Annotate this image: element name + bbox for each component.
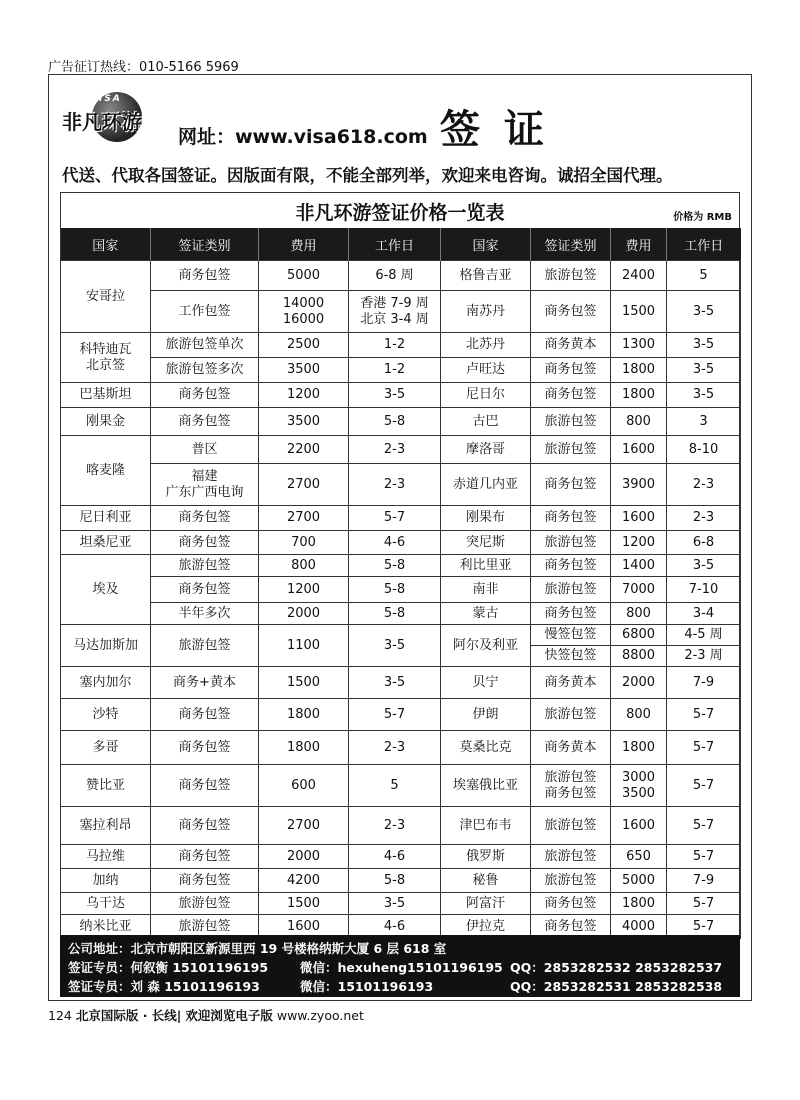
- cell-fee: 1500: [611, 291, 667, 333]
- cell-fee: 5000: [259, 261, 349, 291]
- cell-days: 6-8 周: [349, 261, 441, 291]
- cell-fee: 2200: [259, 436, 349, 464]
- cell-fee: 2000: [259, 845, 349, 869]
- table-row: [61, 506, 741, 531]
- cell-country: 伊拉克: [441, 915, 531, 939]
- cell-fee: 4200: [259, 869, 349, 893]
- wechat-2: 微信：15101196193: [300, 979, 434, 994]
- contact-footer: [60, 935, 740, 997]
- cell-days: 3-5: [349, 667, 441, 699]
- fee-line: 3000: [621, 769, 656, 785]
- table-header-row: [61, 228, 741, 261]
- cell-type: 商务包签: [531, 291, 611, 333]
- cell-type: 商务包签: [531, 383, 611, 408]
- cell-days: 4-5 周: [667, 625, 741, 646]
- cell-days: 2-3: [349, 731, 441, 765]
- cell-days: 5-8: [349, 577, 441, 603]
- cell-days: 2-3: [349, 807, 441, 845]
- cell-days: 5-8: [349, 603, 441, 625]
- header-days: 工作日: [349, 228, 441, 261]
- cell-type: 旅游包签: [531, 869, 611, 893]
- cell-days: 5-7: [667, 699, 741, 731]
- cell-country: 刚果布: [441, 506, 531, 531]
- table-row: [61, 436, 741, 464]
- cell-days: 5-7: [667, 845, 741, 869]
- cell-country: 刚果金: [61, 408, 151, 436]
- cell-days: 5-8: [349, 869, 441, 893]
- brand-logo: [62, 92, 158, 142]
- cell-country: 加纳: [61, 869, 151, 893]
- cell-type: 普区: [151, 436, 259, 464]
- cell-days: 3-5: [667, 555, 741, 577]
- cell-country: 马拉维: [61, 845, 151, 869]
- cell-type: 快签包签: [531, 646, 611, 667]
- cell-type: 商务黄本: [531, 667, 611, 699]
- cell-country: 莫桑比克: [441, 731, 531, 765]
- cell-country: 埃塞俄比亚: [441, 765, 531, 807]
- cell-fee: 2700: [259, 506, 349, 531]
- cell-type: 商务包签: [531, 915, 611, 939]
- visa-price-table: [60, 228, 741, 939]
- ad-hotline: 广告征订热线：010-5166 5969: [48, 60, 239, 75]
- table-row: [61, 893, 741, 915]
- cell-days: 7-9: [667, 869, 741, 893]
- cell-fee: 6800: [611, 625, 667, 646]
- table-row: [61, 464, 741, 506]
- cell-country: 利比里亚: [441, 555, 531, 577]
- country-line: 科特迪瓦: [79, 341, 132, 357]
- cell-type: 工作包签: [151, 291, 259, 333]
- page-footer: [48, 1006, 364, 1024]
- cell-country: 多哥: [61, 731, 151, 765]
- cell-days: 3-5: [667, 383, 741, 408]
- cell-type: 商务包签: [531, 603, 611, 625]
- agent-line-1: [68, 958, 730, 977]
- cell-country: 格鲁吉亚: [441, 261, 531, 291]
- cell-fee: 2400: [611, 261, 667, 291]
- fee-line: 16000: [282, 311, 325, 327]
- table-row: [61, 731, 741, 765]
- cell-fee: 800: [611, 603, 667, 625]
- cell-days: 5: [667, 261, 741, 291]
- header-fee: 费用: [259, 228, 349, 261]
- cell-fee: 2000: [611, 667, 667, 699]
- cell-type: 商务包签: [151, 383, 259, 408]
- cell-fee: 1400: [611, 555, 667, 577]
- cell-fee: 4000: [611, 915, 667, 939]
- cell-type: 旅游包签: [531, 436, 611, 464]
- cell-country: 喀麦隆: [61, 436, 151, 506]
- cell-days: 1-2: [349, 333, 441, 358]
- cell-fee: 700: [259, 531, 349, 555]
- table-row: [61, 765, 741, 807]
- cell-country: 古巴: [441, 408, 531, 436]
- cell-days: 5: [349, 765, 441, 807]
- cell-fee: 3500: [259, 358, 349, 383]
- cell-country: 伊朗: [441, 699, 531, 731]
- cell-days: 4-6: [349, 531, 441, 555]
- cell-days: 4-6: [349, 915, 441, 939]
- cell-type: 商务包签: [151, 506, 259, 531]
- cell-type: 旅游包签: [531, 261, 611, 291]
- qq-1: QQ：2853282532 2853282537: [510, 960, 723, 975]
- qq-2: QQ：2853282531 2853282538: [510, 979, 723, 994]
- cell-fee: [611, 765, 667, 807]
- cell-days: 2-3: [667, 506, 741, 531]
- cell-country: 摩洛哥: [441, 436, 531, 464]
- agent-1: 签证专员：何叙衡 15101196195: [68, 960, 269, 975]
- cell-fee: 1200: [259, 383, 349, 408]
- cell-fee: [259, 291, 349, 333]
- header-fee: 费用: [611, 228, 667, 261]
- cell-country: 安哥拉: [61, 261, 151, 333]
- cell-country: 津巴布韦: [441, 807, 531, 845]
- cell-days: 5-7: [667, 807, 741, 845]
- cell-fee: 1200: [611, 531, 667, 555]
- cell-type: 商务包签: [151, 731, 259, 765]
- cell-fee: 8800: [611, 646, 667, 667]
- cell-fee: 2700: [259, 464, 349, 506]
- days-line: 香港 7-9 周: [360, 295, 429, 311]
- cell-type: 商务包签: [531, 358, 611, 383]
- logo-visa-text: VISA: [90, 94, 122, 104]
- cell-type: 旅游包签多次: [151, 358, 259, 383]
- cell-country: 北苏丹: [441, 333, 531, 358]
- cell-type: 旅游包签: [531, 531, 611, 555]
- table-row: [61, 625, 741, 646]
- site-link[interactable]: www.zyoo.net: [276, 1008, 364, 1023]
- header-type: 签证类别: [531, 228, 611, 261]
- cell-fee: 1600: [259, 915, 349, 939]
- cell-days: 5-7: [667, 731, 741, 765]
- cell-days: [349, 291, 441, 333]
- cell-days: 5-8: [349, 555, 441, 577]
- cell-days: 2-3 周: [667, 646, 741, 667]
- cell-country: 坦桑尼亚: [61, 531, 151, 555]
- cell-type: 旅游包签: [151, 555, 259, 577]
- cell-fee: 2500: [259, 333, 349, 358]
- table-row: [61, 845, 741, 869]
- cell-days: 5-7: [349, 699, 441, 731]
- cell-type: 商务包签: [531, 464, 611, 506]
- price-note: 价格为 RMB: [673, 212, 732, 223]
- company-address: 公司地址：北京市朝阳区新源里西 19 号楼格纳斯大厦 6 层 618 室: [68, 941, 447, 956]
- cell-fee: 800: [611, 699, 667, 731]
- page-number: 124: [48, 1008, 72, 1023]
- cell-type: 商务+黄本: [151, 667, 259, 699]
- cell-days: 3-5: [349, 893, 441, 915]
- cell-fee: 1800: [259, 699, 349, 731]
- table-row: [61, 383, 741, 408]
- cell-fee: 1800: [611, 731, 667, 765]
- cell-fee: 1800: [611, 383, 667, 408]
- cell-fee: 800: [259, 555, 349, 577]
- cell-fee: 3500: [259, 408, 349, 436]
- cell-type: 旅游包签: [151, 893, 259, 915]
- cell-days: 3-5: [667, 291, 741, 333]
- cell-days: 4-6: [349, 845, 441, 869]
- header-country: 国家: [61, 228, 151, 261]
- cell-days: 2-3: [667, 464, 741, 506]
- cell-days: 8-10: [667, 436, 741, 464]
- intro-text: 代送、代取各国签证。因版面有限，不能全部列举，欢迎来电咨询。诚招全国代理。: [62, 166, 673, 185]
- days-line: 北京 3-4 周: [360, 311, 429, 327]
- cell-country: 尼日利亚: [61, 506, 151, 531]
- cell-country: 赞比亚: [61, 765, 151, 807]
- country-line: 北京签: [85, 357, 125, 373]
- cell-fee: 1800: [611, 358, 667, 383]
- cell-days: 3-5: [667, 333, 741, 358]
- cell-country: 蒙古: [441, 603, 531, 625]
- cell-fee: 2000: [259, 603, 349, 625]
- cell-type: 旅游包签: [531, 408, 611, 436]
- table-row: [61, 603, 741, 625]
- cell-type: 商务包签: [531, 555, 611, 577]
- cell-fee: 650: [611, 845, 667, 869]
- fee-line: 14000: [282, 295, 325, 311]
- cell-type: 商务包签: [151, 408, 259, 436]
- cell-fee: 1600: [611, 506, 667, 531]
- cell-country: 赤道几内亚: [441, 464, 531, 506]
- cell-country: 突尼斯: [441, 531, 531, 555]
- cell-days: 3: [667, 408, 741, 436]
- cell-type: 商务包签: [531, 893, 611, 915]
- cell-fee: 1100: [259, 625, 349, 667]
- cell-days: 2-3: [349, 464, 441, 506]
- cell-country: 俄罗斯: [441, 845, 531, 869]
- header-days: 工作日: [667, 228, 741, 261]
- cell-country: 阿富汗: [441, 893, 531, 915]
- cell-type: 旅游包签: [151, 625, 259, 667]
- type-line: 广东广西电询: [165, 484, 244, 500]
- cell-type: 慢签包签: [531, 625, 611, 646]
- cell-days: 3-4: [667, 603, 741, 625]
- browse-note: 欢迎浏览电子版: [185, 1008, 273, 1023]
- cell-type: [531, 765, 611, 807]
- type-line: 福建: [191, 468, 218, 484]
- cell-country: 卢旺达: [441, 358, 531, 383]
- table-row: [61, 531, 741, 555]
- header-country: 国家: [441, 228, 531, 261]
- cell-days: 7-9: [667, 667, 741, 699]
- cell-country: 秘鲁: [441, 869, 531, 893]
- type-line: 商务包签: [544, 785, 597, 801]
- cell-country: 马达加斯加: [61, 625, 151, 667]
- cell-country: 沙特: [61, 699, 151, 731]
- cell-fee: 1800: [611, 893, 667, 915]
- cell-country: 巴基斯坦: [61, 383, 151, 408]
- cell-fee: 7000: [611, 577, 667, 603]
- cell-type: 商务包签: [151, 261, 259, 291]
- cell-country: 塞内加尔: [61, 667, 151, 699]
- cell-type: 商务包签: [151, 869, 259, 893]
- cell-fee: 800: [611, 408, 667, 436]
- cell-days: 6-8: [667, 531, 741, 555]
- table-title: 非凡环游签证价格一览表: [295, 202, 505, 224]
- cell-fee: 2700: [259, 807, 349, 845]
- cell-type: 旅游包签: [531, 807, 611, 845]
- cell-type: 商务包签: [151, 845, 259, 869]
- table-row: [61, 869, 741, 893]
- cell-type: 商务包签: [151, 577, 259, 603]
- cell-type: 旅游包签: [151, 915, 259, 939]
- cell-fee: 3900: [611, 464, 667, 506]
- cell-fee: 1500: [259, 893, 349, 915]
- cell-days: 3-5: [667, 358, 741, 383]
- cell-fee: 1600: [611, 807, 667, 845]
- cell-fee: 1600: [611, 436, 667, 464]
- header-type: 签证类别: [151, 228, 259, 261]
- cell-type: 旅游包签: [531, 699, 611, 731]
- table-row: [61, 333, 741, 358]
- table-row: [61, 408, 741, 436]
- cell-country: 南苏丹: [441, 291, 531, 333]
- cell-country: 塞拉利昂: [61, 807, 151, 845]
- cell-country: 埃及: [61, 555, 151, 625]
- table-row: [61, 667, 741, 699]
- cell-fee: 5000: [611, 869, 667, 893]
- agent-line-2: [68, 977, 730, 996]
- table-row: [61, 699, 741, 731]
- cell-type: 旅游包签: [531, 845, 611, 869]
- cell-type: 商务黄本: [531, 731, 611, 765]
- cell-days: 5-8: [349, 408, 441, 436]
- cell-type: 商务包签: [151, 531, 259, 555]
- wechat-1: 微信：hexuheng15101196195: [300, 960, 503, 975]
- cell-type: 半年多次: [151, 603, 259, 625]
- cell-days: 7-10: [667, 577, 741, 603]
- cell-days: 5-7: [349, 506, 441, 531]
- cell-country: 贝宁: [441, 667, 531, 699]
- cell-days: 1-2: [349, 358, 441, 383]
- cell-type: [151, 464, 259, 506]
- cell-days: 3-5: [349, 383, 441, 408]
- cell-country: 乌干达: [61, 893, 151, 915]
- type-line: 旅游包签: [544, 769, 597, 785]
- cell-country: 纳米比亚: [61, 915, 151, 939]
- page-title: 签证: [440, 107, 568, 153]
- table-row: [61, 261, 741, 291]
- cell-country: [61, 333, 151, 383]
- table-row: [61, 577, 741, 603]
- website-url[interactable]: 网址：www.visa618.com: [178, 126, 428, 148]
- logo-brand-text: 非凡环游: [62, 110, 142, 134]
- address-line: [68, 939, 730, 958]
- section-name: 北京国际版 · 长线|: [75, 1008, 182, 1023]
- cell-days: 5-7: [667, 765, 741, 807]
- cell-country: 阿尔及利亚: [441, 625, 531, 667]
- table-row: [61, 555, 741, 577]
- cell-fee: 1800: [259, 731, 349, 765]
- cell-type: 商务包签: [151, 765, 259, 807]
- cell-country: 尼日尔: [441, 383, 531, 408]
- agent-2: 签证专员：刘 森 15101196193: [68, 979, 260, 994]
- cell-type: 商务包签: [151, 699, 259, 731]
- table-row: [61, 291, 741, 333]
- fee-line: 3500: [621, 785, 656, 801]
- cell-days: 5-7: [667, 915, 741, 939]
- cell-type: 商务包签: [151, 807, 259, 845]
- cell-fee: 1300: [611, 333, 667, 358]
- cell-type: 商务黄本: [531, 333, 611, 358]
- table-row: [61, 807, 741, 845]
- cell-type: 商务包签: [531, 506, 611, 531]
- cell-country: 南非: [441, 577, 531, 603]
- table-row: [61, 358, 741, 383]
- cell-fee: 1200: [259, 577, 349, 603]
- cell-days: 5-7: [667, 893, 741, 915]
- cell-fee: 600: [259, 765, 349, 807]
- cell-days: 2-3: [349, 436, 441, 464]
- cell-days: 3-5: [349, 625, 441, 667]
- cell-type: 旅游包签单次: [151, 333, 259, 358]
- cell-fee: 1500: [259, 667, 349, 699]
- cell-type: 旅游包签: [531, 577, 611, 603]
